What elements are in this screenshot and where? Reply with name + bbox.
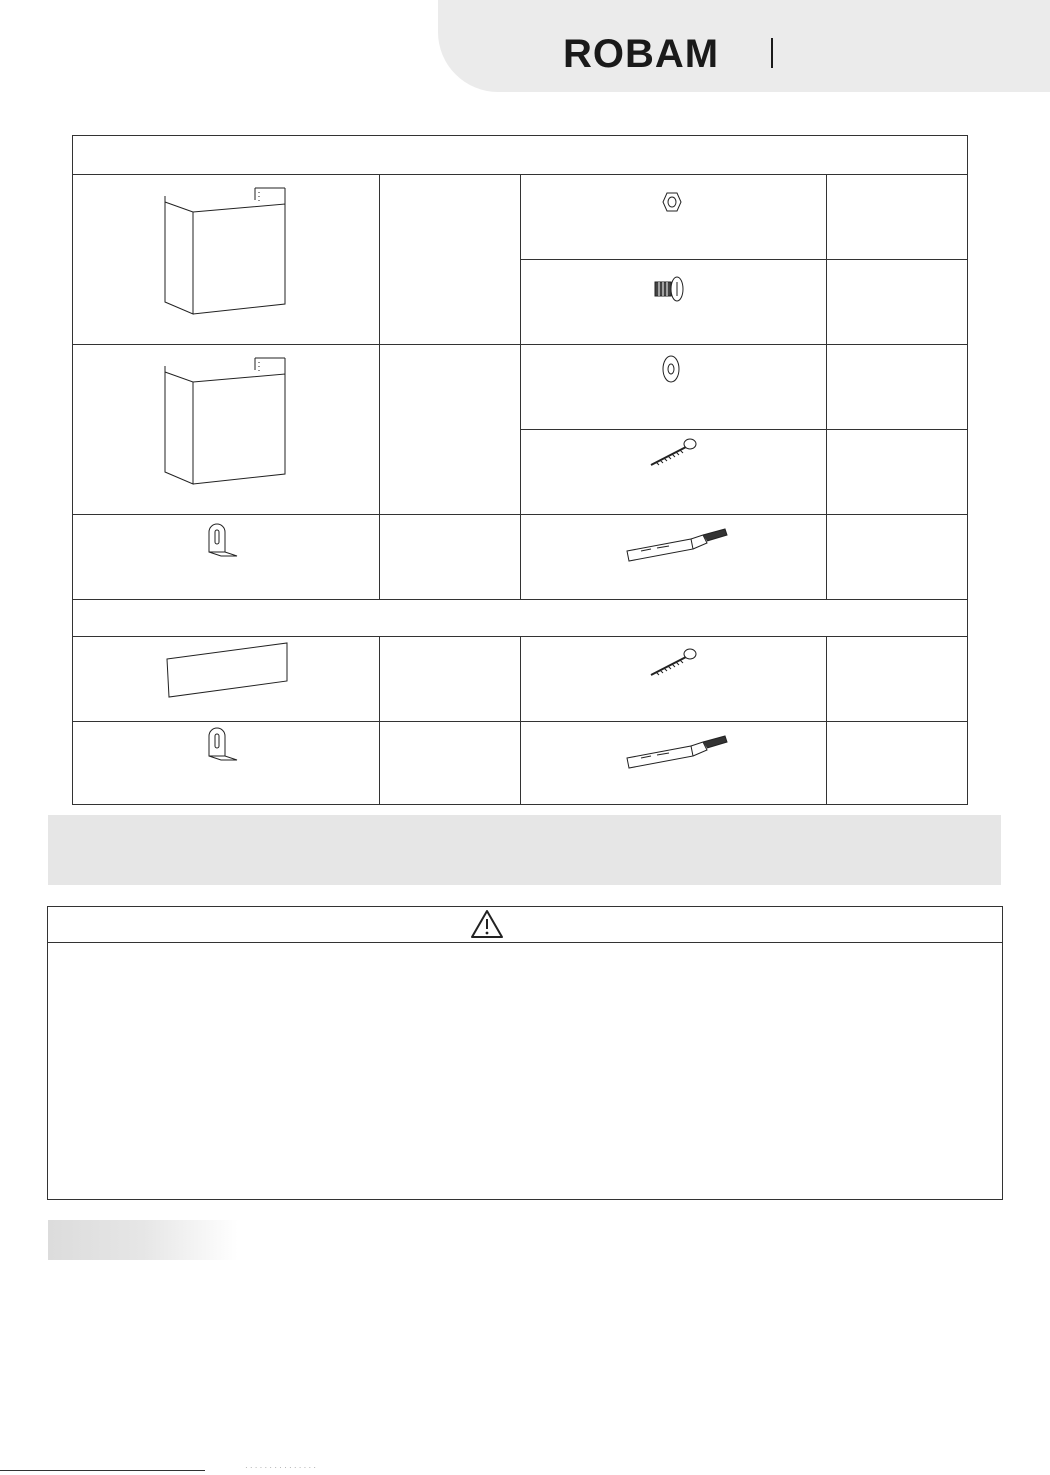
note-bar [48,815,1001,885]
chimney-cover-lower-drawing [163,354,293,484]
col-divider [379,636,380,805]
cover-strip-drawing [165,641,289,699]
machine-screw-drawing [653,274,689,304]
col-divider [826,636,827,805]
expansion-bolt-drawing [621,521,731,561]
self-tapping-screw-drawing [648,437,698,469]
footer-text: · · · · · · · · · · · · · · · [245,1463,317,1472]
col-divider [520,174,521,599]
row-divider [520,429,967,430]
col-divider [520,636,521,805]
l-bracket-drawing [203,524,243,564]
warning-triangle-icon [470,909,504,944]
footer-rule [0,1470,205,1471]
col-divider [379,174,380,599]
l-bracket-drawing [203,728,243,768]
brand-logo: ROBAM [563,32,720,76]
chimney-cover-upper-drawing [163,184,293,314]
hex-nut-drawing [661,191,683,213]
warning-box [47,906,1003,1200]
logo-divider [771,38,773,68]
warning-header-divider [48,942,1002,943]
header-band [438,0,1050,92]
expansion-bolt-drawing [621,728,731,768]
row-divider [520,259,967,260]
col-divider [826,174,827,599]
self-tapping-screw-drawing [648,647,698,679]
section-tab [48,1220,238,1260]
washer-drawing [659,354,683,384]
row-divider [73,599,967,600]
parts-table [72,135,968,805]
